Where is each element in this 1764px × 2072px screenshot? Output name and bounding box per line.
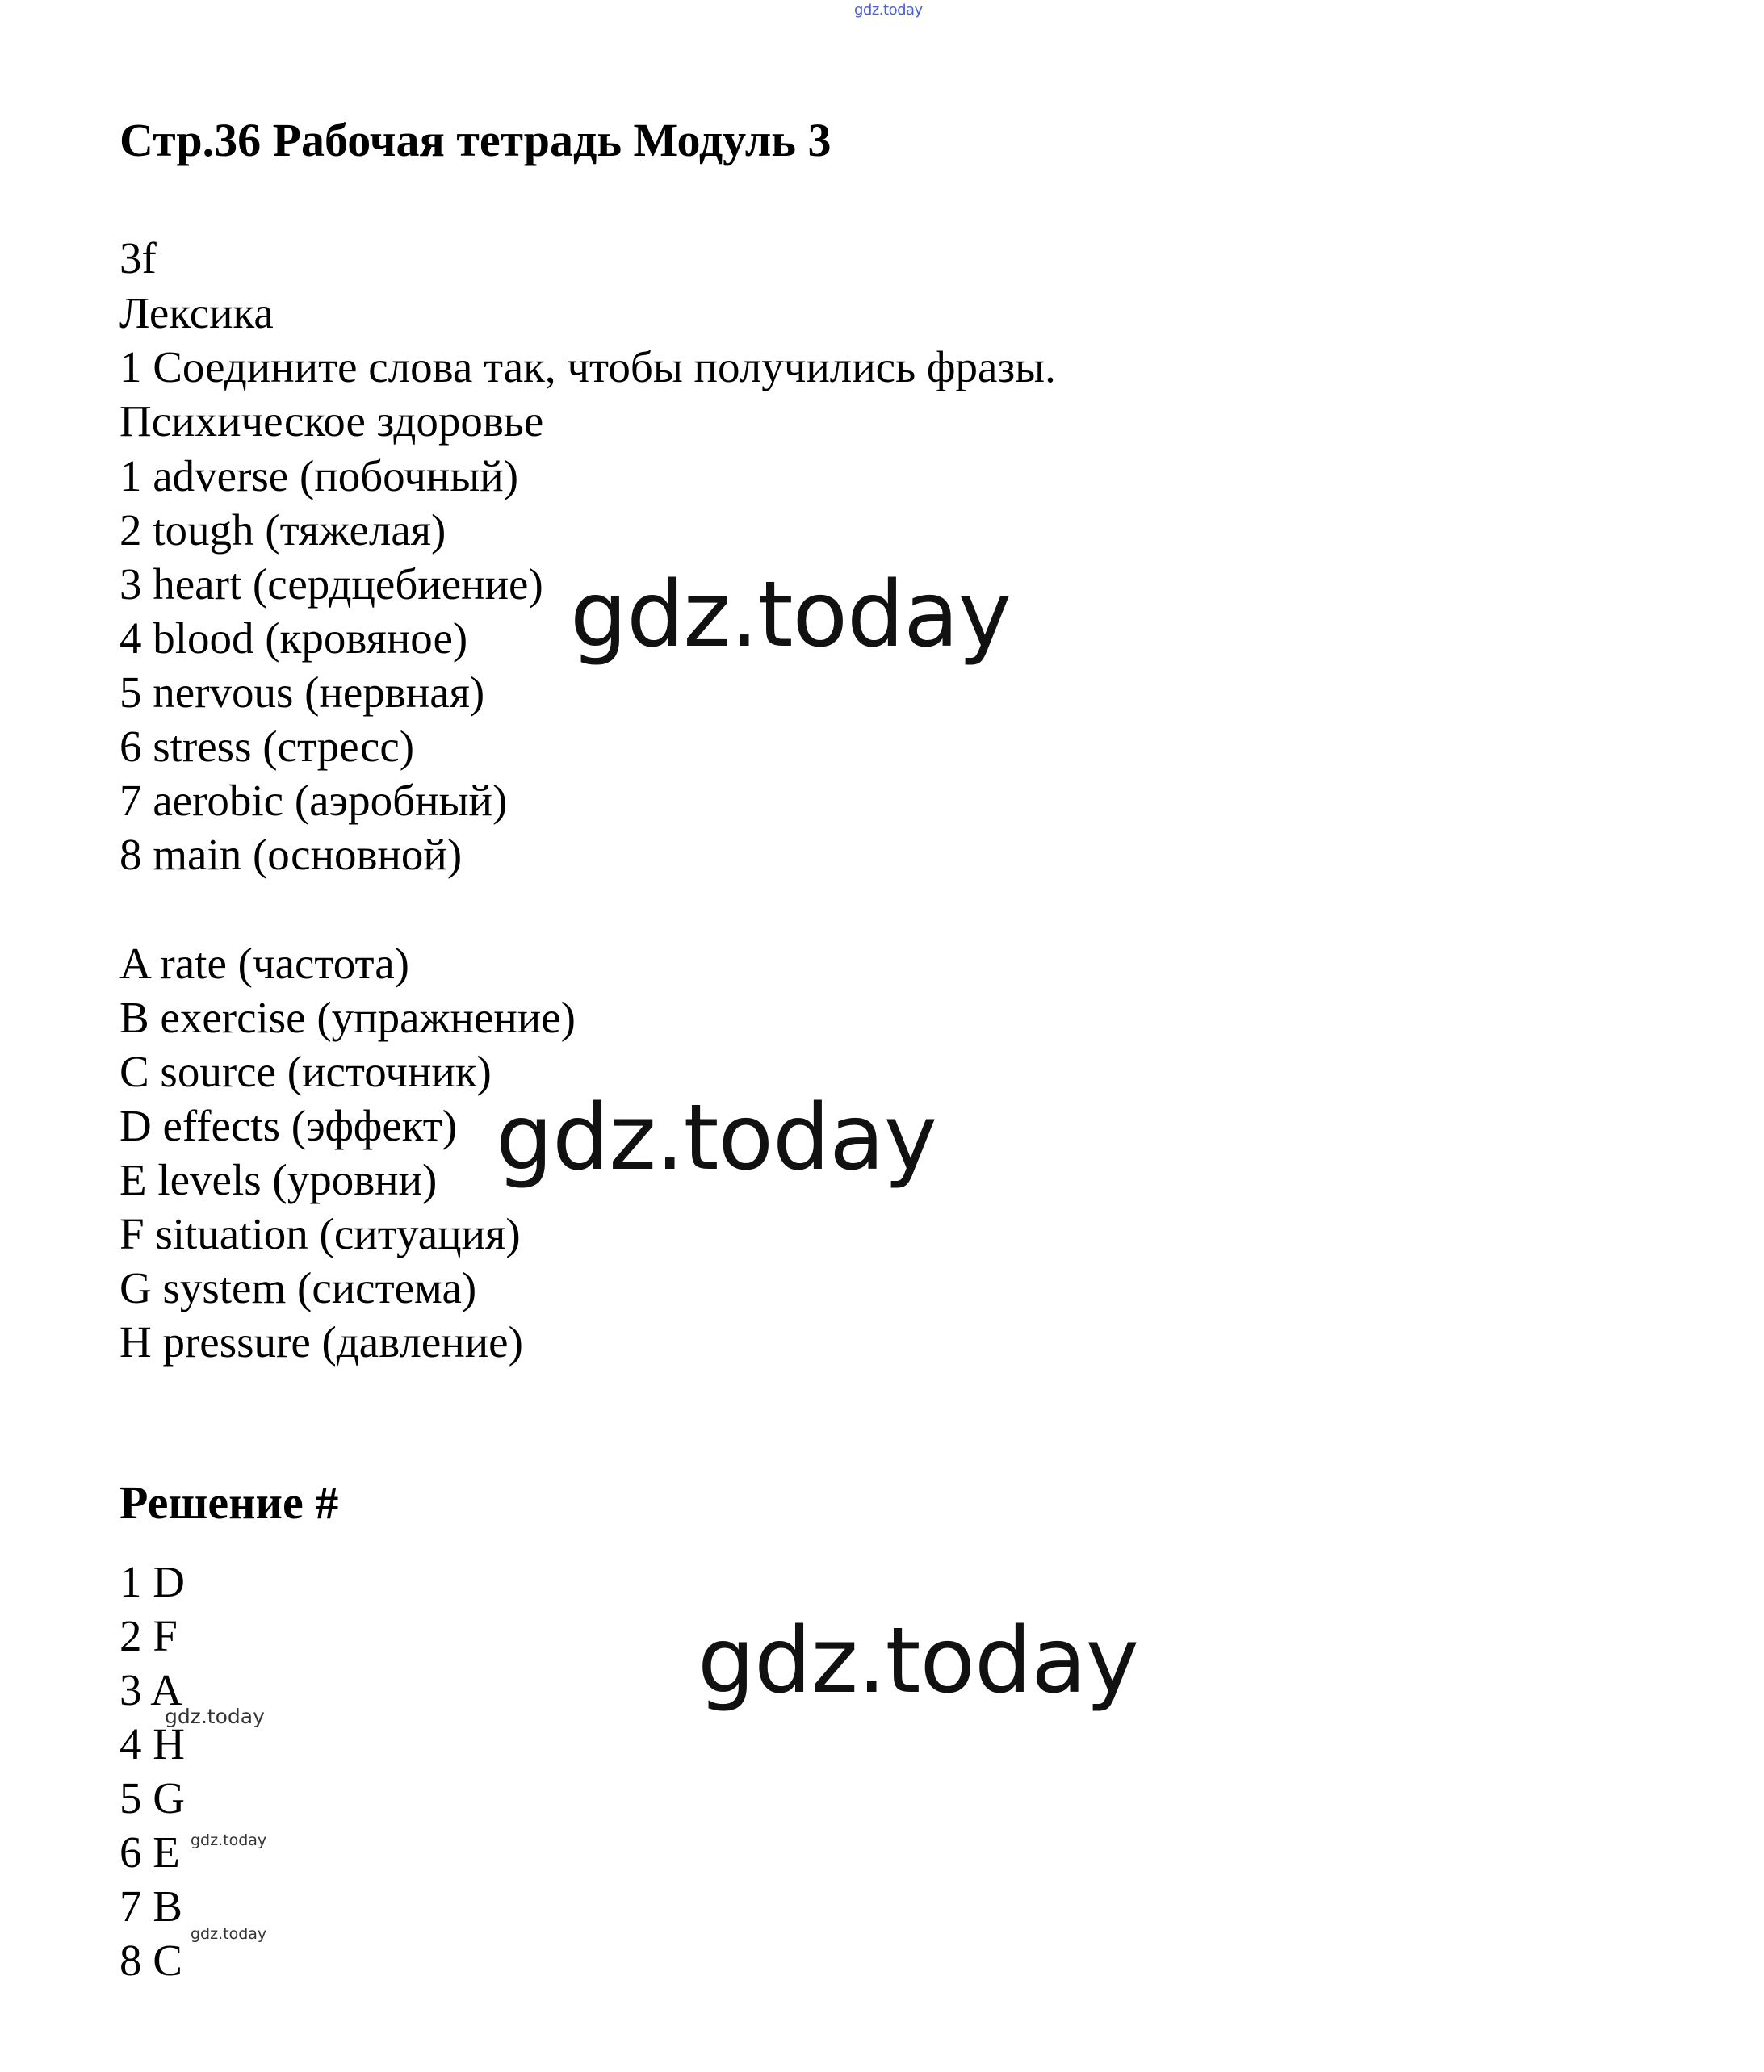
watermark-large-3: gdz.today bbox=[698, 1609, 1139, 1714]
right-item-a: A rate (частота) bbox=[119, 939, 409, 988]
answer-7: 7 B bbox=[119, 1882, 182, 1931]
right-item-e: E levels (уровни) bbox=[119, 1155, 438, 1204]
task-text: 1 Соедините слова так, чтобы получились фразы. bbox=[119, 342, 1056, 391]
answer-4: 4 H bbox=[119, 1719, 185, 1769]
right-item-h: H pressure (давление) bbox=[119, 1317, 523, 1367]
left-item-2: 2 tough (тяжелая) bbox=[119, 505, 446, 555]
left-item-4: 4 blood (кровяное) bbox=[119, 613, 468, 663]
subsection-label: Лексика bbox=[119, 288, 274, 337]
right-item-g: G system (система) bbox=[119, 1263, 477, 1312]
answer-2: 2 F bbox=[119, 1611, 178, 1660]
left-item-8: 8 main (основной) bbox=[119, 830, 463, 879]
answer-1: 1 D bbox=[119, 1557, 185, 1606]
left-item-6: 6 stress (стресс) bbox=[119, 722, 415, 771]
answer-5: 5 G bbox=[119, 1773, 185, 1823]
right-item-f: F situation (ситуация) bbox=[119, 1209, 521, 1258]
left-item-1: 1 adverse (побочный) bbox=[119, 451, 519, 500]
right-item-d: D effects (эффект) bbox=[119, 1101, 458, 1150]
watermark-large-1: gdz.today bbox=[570, 563, 1012, 668]
top-watermark: gdz.today bbox=[854, 2, 923, 19]
right-item-c: C source (источник) bbox=[119, 1047, 492, 1096]
watermark-small-3: gdz.today bbox=[191, 1925, 267, 1943]
left-item-7: 7 aerobic (аэробный) bbox=[119, 776, 508, 825]
watermark-small-2: gdz.today bbox=[191, 1831, 267, 1849]
left-item-5: 5 nervous (нервная) bbox=[119, 668, 485, 717]
answer-8: 8 C bbox=[119, 1936, 182, 1985]
left-item-3: 3 heart (сердцебиение) bbox=[119, 559, 543, 609]
watermark-large-2: gdz.today bbox=[496, 1086, 937, 1191]
solution-heading: Решение # bbox=[119, 1476, 339, 1529]
watermark-small-1: gdz.today bbox=[165, 1705, 265, 1728]
right-item-b: B exercise (упражнение) bbox=[119, 993, 576, 1042]
answer-3: 3 A bbox=[119, 1665, 182, 1714]
section-label: 3f bbox=[119, 233, 157, 283]
topic-text: Психическое здоровье bbox=[119, 396, 544, 446]
page-title: Стр.36 Рабочая тетрадь Модуль 3 bbox=[119, 114, 832, 166]
answer-6: 6 E bbox=[119, 1827, 180, 1877]
